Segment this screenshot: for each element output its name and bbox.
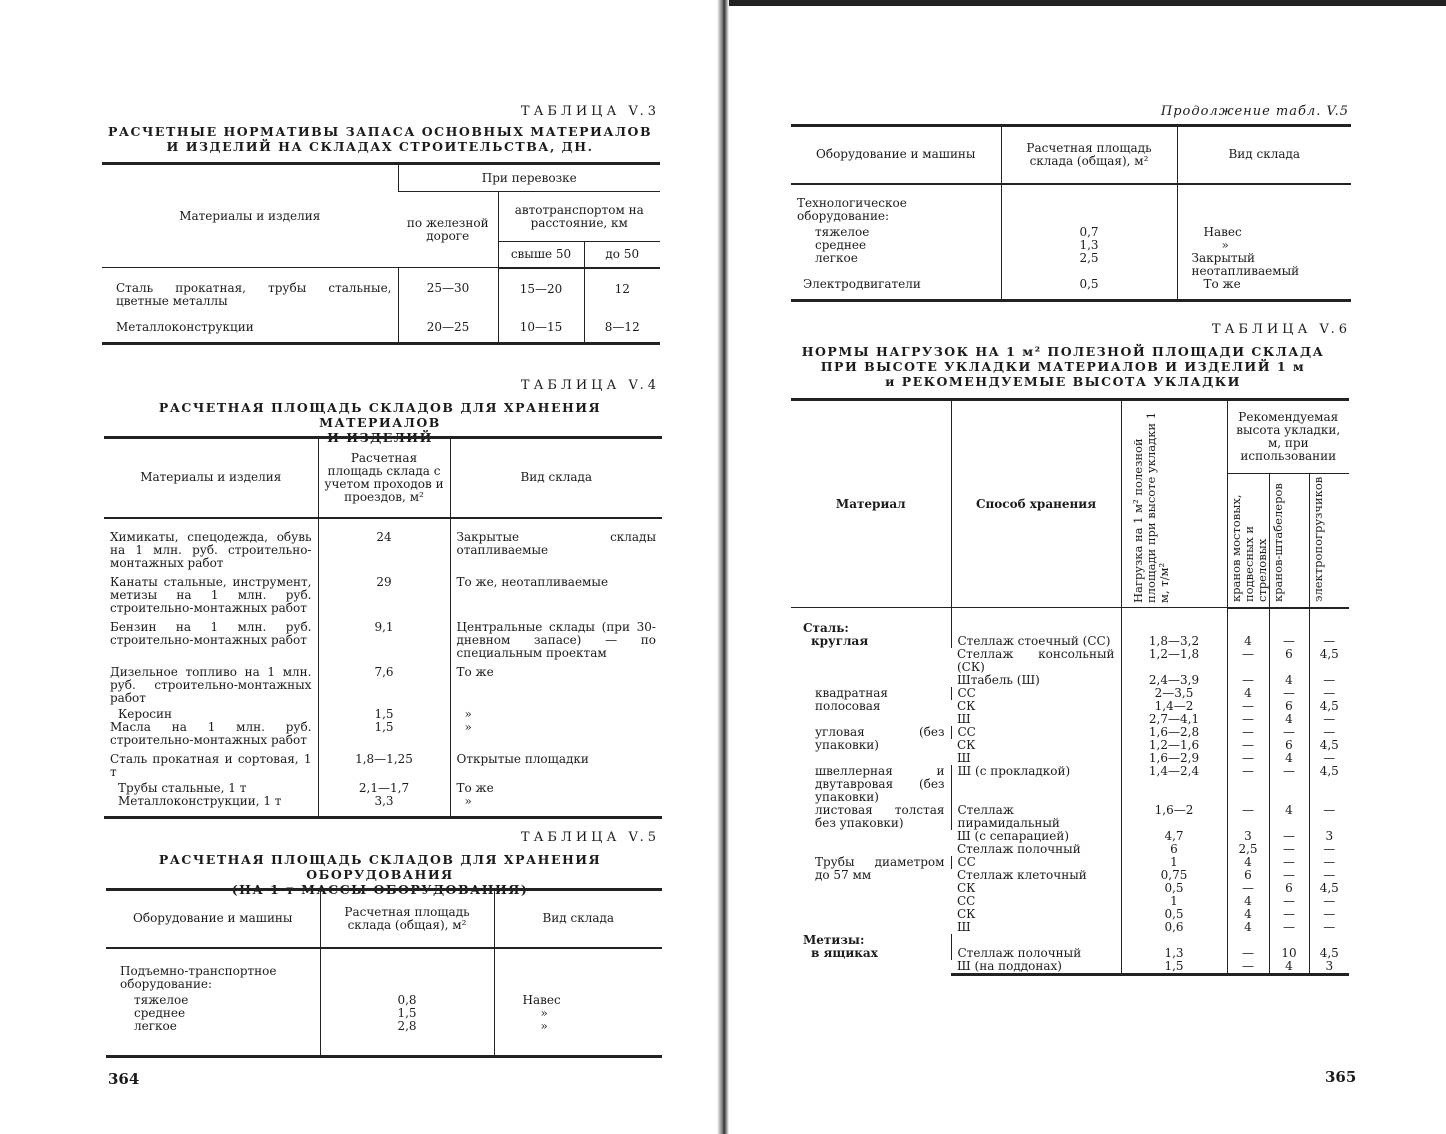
table-v5-title-line1: РАСЧЕТНАЯ ПЛОЩАДЬ СКЛАДОВ ДЛЯ ХРАНЕНИЯ ОБОРУДОВАНИЯ: [158, 852, 602, 882]
material-cell: в ящиках: [811, 946, 878, 960]
load-cell: [1121, 608, 1227, 636]
table-row: Масла на 1 млн. руб. строительно-монтажных работ 1,5 »: [104, 721, 662, 750]
table-v4-label: ТАБЛИЦА V.4: [520, 378, 660, 393]
bridge-cranes-cell: [1227, 608, 1269, 636]
stacker-cranes-cell: —: [1269, 921, 1309, 934]
method-cell: [951, 608, 1121, 636]
stacker-cranes-cell: 6: [1269, 739, 1309, 752]
table-row: Трубы стальные, 1 т 2,1—1,7 То же: [104, 782, 662, 795]
load-cell: 0,75: [1121, 869, 1227, 882]
load-cell: 2,7—4,1: [1121, 713, 1227, 726]
continued-label: Продолжение табл. V.5: [1160, 104, 1349, 119]
material-cell: круглая: [811, 634, 869, 648]
method-cell: Штабель (Ш): [957, 673, 1040, 687]
load-cell: 1,3: [1121, 947, 1227, 960]
stacker-cranes-cell: 6: [1269, 648, 1309, 674]
table-v3-title-line1: РАСЧЕТНЫЕ НОРМАТИВЫ ЗАПАСА ОСНОВНЫХ МАТЕРИАЛОВ: [107, 124, 653, 139]
bridge-cranes-cell: —: [1227, 752, 1269, 765]
header-type: Вид склада: [450, 438, 662, 518]
header-upto50: до 50: [584, 242, 660, 268]
load-cell: 1,4—2,4: [1121, 765, 1227, 804]
table-row: тяжелое 0,7 Навес: [791, 226, 1351, 239]
table-row: легкое 2,8 »: [106, 1020, 662, 1057]
table-row: тяжелое 0,8 Навес: [106, 994, 662, 1007]
forklifts-cell: 4,5: [1309, 700, 1349, 713]
forklifts-cell: —: [1309, 804, 1349, 830]
table-v5-title-line2: (НА 1 т МАССЫ ОБОРУДОВАНИЯ): [231, 882, 529, 897]
method-cell: СК: [957, 699, 976, 713]
table-row: Канаты стальные, инструмент, метизы на 1 млн. руб. строительно-монтажных работ 29 То же, неотапливаемые: [104, 573, 662, 618]
table-v3-label: ТАБЛИЦА V.3: [520, 104, 660, 119]
load-cell: 1: [1121, 856, 1227, 869]
table-row: Сталь прокатная, трубы стальные, цветные металлы 25—30 15—20 12: [102, 268, 660, 312]
bridge-cranes-cell: 4: [1227, 921, 1269, 934]
header-area: Расчетная площадь склада с учетом проходов и проездов, м²: [318, 438, 450, 518]
method-cell: Стеллаж стоечный (СС): [951, 635, 1121, 648]
bridge-cranes-cell: —: [1227, 648, 1269, 674]
method-cell: СК: [957, 881, 976, 895]
header-equipment: Оборудование и машины: [106, 890, 320, 948]
header-materials: Материалы и изделия: [104, 438, 318, 518]
bridge-cranes-cell: 3: [1227, 830, 1269, 843]
forklifts-cell: 4,5: [1309, 765, 1349, 804]
table-v5-label: ТАБЛИЦА V.5: [520, 830, 660, 845]
book-spine: [717, 0, 729, 1134]
forklifts-cell: —: [1309, 908, 1349, 921]
method-cell: Стеллаж пирамидальный: [951, 804, 1121, 830]
material-cell: Трубы диаметром до 57 мм: [815, 855, 945, 882]
stacker-cranes-cell: —: [1269, 830, 1309, 843]
forklifts-cell: —: [1309, 843, 1349, 856]
load-cell: 0,5: [1121, 908, 1227, 921]
method-cell: Ш: [957, 920, 971, 934]
header-transport: При перевозке: [398, 164, 660, 192]
bridge-cranes-cell: —: [1227, 739, 1269, 752]
bridge-cranes-cell: 2,5: [1227, 843, 1269, 856]
method-cell: СС: [951, 726, 1121, 739]
table-row: [791, 947, 1349, 960]
forklifts-cell: —: [1309, 856, 1349, 869]
bridge-cranes-cell: 4: [1227, 908, 1269, 921]
material-cell: листовая толстая без упаковки): [815, 803, 945, 830]
bridge-cranes-cell: —: [1227, 700, 1269, 713]
stacker-cranes-cell: —: [1269, 869, 1309, 882]
load-cell: 6: [1121, 843, 1227, 856]
stacker-cranes-cell: —: [1269, 765, 1309, 804]
header-type: Вид склада: [1177, 126, 1351, 184]
load-cell: 2—3,5: [1121, 687, 1227, 700]
stacker-cranes-cell: —: [1269, 856, 1309, 869]
method-cell: Стеллаж клеточный: [957, 868, 1087, 882]
forklifts-cell: 3: [1309, 830, 1349, 843]
method-cell: Ш: [957, 751, 971, 765]
method-cell: СС: [951, 856, 1121, 869]
load-cell: 1,6—2,9: [1121, 752, 1227, 765]
forklifts-cell: —: [1309, 726, 1349, 739]
table-row: Бензин на 1 млн. руб. строительно-монтажных работ 9,1 Центральные склады (при 30-дневном запасе) — по специальным проектам: [104, 618, 662, 663]
page-number: 365: [1325, 1068, 1357, 1086]
bridge-cranes-cell: 6: [1227, 869, 1269, 882]
method-cell: Ш (с прокладкой): [951, 765, 1121, 804]
table-v3-title-line2: И ИЗДЕЛИЙ НА СКЛАДАХ СТРОИТЕЛЬСТВА, ДН.: [166, 139, 594, 154]
header-type: Вид склада: [494, 890, 662, 948]
method-cell: Ш (на поддонах): [951, 960, 1121, 975]
table-row: среднее 1,3 »: [791, 239, 1351, 252]
table-v6: [791, 398, 1349, 976]
bridge-cranes-cell: —: [1227, 947, 1269, 960]
material-cell: Сталь:: [803, 621, 849, 635]
method-cell: Ш: [957, 712, 971, 726]
stacker-cranes-cell: —: [1269, 687, 1309, 700]
right-page: [729, 0, 1446, 1134]
header-forklifts: электропогрузчиков: [1309, 474, 1349, 608]
table-row: [791, 804, 1349, 830]
table-row: Технологическое оборудование:: [791, 184, 1351, 226]
table-v4-title-line1: РАСЧЕТНАЯ ПЛОЩАДЬ СКЛАДОВ ДЛЯ ХРАНЕНИЯ МАТЕРИАЛОВ: [158, 400, 602, 430]
table-v6-title-line1: НОРМЫ НАГРУЗОК НА 1 м² ПОЛЕЗНОЙ ПЛОЩАДИ СКЛАДА: [801, 344, 1325, 359]
header-method: Способ хранения: [951, 400, 1121, 608]
forklifts-cell: 3: [1309, 960, 1349, 975]
header-equipment: Оборудование и машины: [791, 126, 1001, 184]
forklifts-cell: —: [1309, 752, 1349, 765]
stacker-cranes-cell: —: [1269, 908, 1309, 921]
forklifts-cell: —: [1309, 921, 1349, 934]
header-over50: свыше 50: [498, 242, 584, 268]
bridge-cranes-cell: —: [1227, 960, 1269, 975]
table-row: Химикаты, спецодежда, обувь на 1 млн. руб. строительно-монтажных работ 24 Закрытые склады отапливаемые: [104, 518, 662, 573]
header-materials: Материалы и изделия: [102, 164, 398, 268]
stacker-cranes-cell: 4: [1269, 674, 1309, 687]
stacker-cranes-cell: 4: [1269, 752, 1309, 765]
load-cell: 0,5: [1121, 882, 1227, 895]
load-cell: 1,6—2,8: [1121, 726, 1227, 739]
table-v6-label: ТАБЛИЦА V.6: [1211, 322, 1351, 337]
method-cell: Ш (с сепарацией): [957, 829, 1070, 843]
table-row: Металлоконструкции, 1 т 3,3 »: [104, 795, 662, 818]
load-cell: 1,6—2: [1121, 804, 1227, 830]
stacker-cranes-cell: [1269, 608, 1309, 636]
bridge-cranes-cell: —: [1227, 804, 1269, 830]
forklifts-cell: —: [1309, 713, 1349, 726]
stacker-cranes-cell: —: [1269, 895, 1309, 908]
material-cell: квадратная полосовая: [815, 686, 888, 713]
forklifts-cell: 4,5: [1309, 947, 1349, 960]
method-cell: СК: [957, 738, 976, 752]
load-cell: 2,4—3,9: [1121, 674, 1227, 687]
table-row: [791, 726, 1349, 739]
load-cell: 1,2—1,6: [1121, 739, 1227, 752]
table-v6-title: [793, 344, 1333, 389]
page-number: 364: [108, 1070, 140, 1088]
bridge-cranes-cell: 4: [1227, 635, 1269, 648]
table-row: [791, 608, 1349, 636]
forklifts-cell: [1309, 608, 1349, 636]
table-v6-body: [791, 608, 1349, 975]
load-cell: 1,8—3,2: [1121, 635, 1227, 648]
stacker-cranes-cell: 6: [1269, 700, 1309, 713]
left-page: [0, 0, 717, 1134]
stacker-cranes-cell: 4: [1269, 804, 1309, 830]
method-cell: Стеллаж полочный: [951, 947, 1121, 960]
table-row: [791, 765, 1349, 804]
table-row: легкое 2,5 Закрытый неотапливаемый: [791, 252, 1351, 278]
bridge-cranes-cell: —: [1227, 674, 1269, 687]
load-cell: 4,7: [1121, 830, 1227, 843]
header-bridge-cranes: кранов мостовых, подвесных и стреловых: [1227, 474, 1269, 608]
load-cell: 1: [1121, 895, 1227, 908]
table-v3-title: [100, 124, 660, 154]
method-cell: Стеллаж полочный: [957, 842, 1081, 856]
load-cell: 1,5: [1121, 960, 1227, 975]
forklifts-cell: —: [1309, 895, 1349, 908]
forklifts-cell: 4,5: [1309, 739, 1349, 752]
header-load: Нагрузка на 1 м² полезной площади при высоте укладки 1 м, т/м²: [1121, 400, 1227, 608]
table-v4: [104, 436, 662, 819]
header-area: Расчетная площадь склада (общая), м²: [320, 890, 494, 948]
table-v3: [102, 162, 660, 345]
table-v6-title-line2: ПРИ ВЫСОТЕ УКЛАДКИ МАТЕРИАЛОВ И ИЗДЕЛИЙ 1 м: [820, 359, 1306, 374]
material-cell: угловая (без упаковки): [815, 725, 945, 752]
table-row: Сталь прокатная и сортовая, 1 т 1,8—1,25 Открытые площадки: [104, 750, 662, 782]
header-recommended: Рекомендуемая высота укладки, м, при использовании: [1227, 400, 1349, 474]
stacker-cranes-cell: 4: [1269, 713, 1309, 726]
forklifts-cell: 4,5: [1309, 882, 1349, 895]
header-area: Расчетная площадь склада (общая), м²: [1001, 126, 1177, 184]
load-cell: 1,4—2: [1121, 700, 1227, 713]
forklifts-cell: —: [1309, 869, 1349, 882]
bridge-cranes-cell: —: [1227, 713, 1269, 726]
table-v4-title-line2: И ИЗДЕЛИЙ: [327, 430, 433, 445]
stacker-cranes-cell: 6: [1269, 882, 1309, 895]
method-cell: СС: [951, 687, 1121, 700]
table-v6-title-line3: и РЕКОМЕНДУЕМЫЕ ВЫСОТА УКЛАДКИ: [885, 374, 1241, 389]
stacker-cranes-cell: 10: [1269, 947, 1309, 960]
bridge-cranes-cell: —: [1227, 882, 1269, 895]
material-cell: Метизы:: [803, 933, 865, 947]
header-auto: автотранспортом на расстояние, км: [498, 192, 660, 242]
table-row: Металлоконструкции 20—25 10—15 8—12: [102, 311, 660, 344]
method-cell: Стеллаж консольный (СК): [957, 647, 1115, 674]
table-row: среднее 1,5 »: [106, 1007, 662, 1020]
stacker-cranes-cell: —: [1269, 635, 1309, 648]
stacker-cranes-cell: —: [1269, 843, 1309, 856]
bridge-cranes-cell: 4: [1227, 687, 1269, 700]
method-cell: СС: [957, 894, 976, 908]
bridge-cranes-cell: —: [1227, 765, 1269, 804]
forklifts-cell: 4,5: [1309, 648, 1349, 674]
load-cell: 0,6: [1121, 921, 1227, 934]
stacker-cranes-cell: 4: [1269, 960, 1309, 975]
table-row: Керосин 1,5 »: [104, 708, 662, 721]
load-cell: 1,2—1,8: [1121, 648, 1227, 674]
bridge-cranes-cell: —: [1227, 726, 1269, 739]
stacker-cranes-cell: —: [1269, 726, 1309, 739]
forklifts-cell: —: [1309, 674, 1349, 687]
forklifts-cell: —: [1309, 635, 1349, 648]
table-row: Электродвигатели 0,5 То же: [791, 278, 1351, 301]
table-v5: [106, 888, 662, 1058]
table-row: [791, 687, 1349, 700]
material-cell: швеллерная и двутавровая (без упаковки): [815, 764, 945, 804]
bridge-cranes-cell: 4: [1227, 856, 1269, 869]
bridge-cranes-cell: 4: [1227, 895, 1269, 908]
method-cell: СК: [957, 907, 976, 921]
header-rail: по железной дороге: [398, 192, 498, 268]
table-row: Подъемно-транспортное оборудование:: [106, 948, 662, 994]
header-material: Материал: [791, 400, 951, 608]
forklifts-cell: —: [1309, 687, 1349, 700]
table-v5-continued: [791, 124, 1351, 302]
header-stacker-cranes: кранов-штабелеров: [1269, 474, 1309, 608]
table-row: Дизельное топливо на 1 млн. руб. строительно-монтажных работ 7,6 То же: [104, 663, 662, 708]
